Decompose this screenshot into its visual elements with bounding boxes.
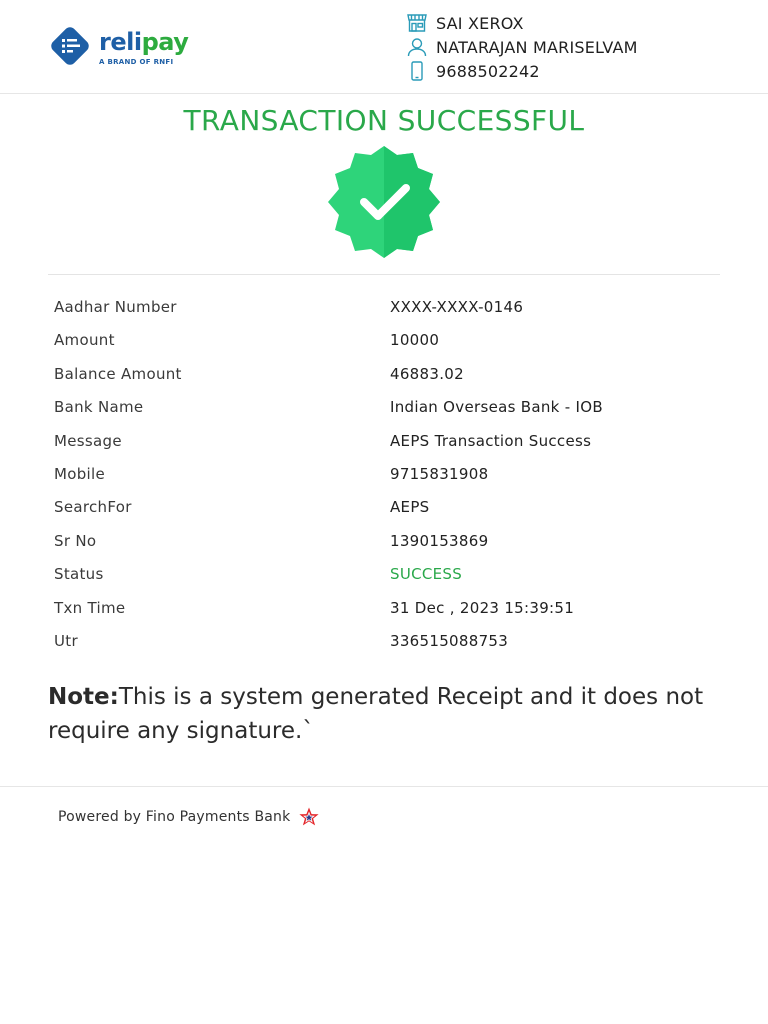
detail-value: Indian Overseas Bank - IOB	[390, 398, 603, 417]
agent-person-name: NATARAJAN MARISELVAM	[436, 37, 638, 57]
agent-info	[406, 11, 638, 83]
detail-row-utr	[54, 632, 734, 665]
brand-name: relipay	[99, 28, 189, 56]
detail-row-searchfor	[54, 498, 734, 531]
agent-person-row	[406, 35, 638, 59]
shop-name: SAI XEROX	[436, 13, 524, 33]
agent-phone: 9688502242	[436, 61, 540, 81]
fino-star-icon	[298, 806, 320, 828]
powered-by-text: Powered by Fino Payments Bank	[58, 809, 291, 825]
detail-row-bank-name	[54, 398, 734, 431]
detail-value: 46883.02	[390, 364, 464, 383]
detail-label: Balance Amount	[54, 364, 182, 383]
detail-label: Utr	[54, 631, 78, 650]
brand-tagline: A BRAND OF RNFI	[99, 58, 174, 66]
detail-label: Aadhar Number	[54, 298, 177, 316]
detail-row-sr-no	[54, 532, 734, 565]
detail-row-aadhar	[54, 298, 734, 331]
header	[0, 0, 768, 94]
mobile-icon	[406, 60, 428, 82]
detail-value: AEPS	[390, 498, 430, 517]
note-text: This is a system generated Receipt and it does not require any signature.`	[48, 684, 704, 744]
detail-label: Sr No	[54, 531, 97, 550]
detail-row-amount	[54, 331, 734, 364]
transaction-details	[54, 298, 734, 665]
detail-value: XXXX-XXXX-0146	[390, 298, 524, 316]
note-prefix: Note:	[48, 684, 119, 710]
detail-label: Amount	[54, 331, 115, 350]
detail-label: Bank Name	[54, 398, 144, 417]
detail-row-balance	[54, 365, 734, 398]
relipay-logo-icon	[48, 24, 92, 68]
shop-icon	[406, 12, 428, 34]
detail-value: 1390153869	[390, 531, 489, 550]
detail-row-txn-time	[54, 599, 734, 632]
user-icon	[406, 36, 428, 58]
page-title: TRANSACTION SUCCESSFUL	[183, 104, 585, 137]
detail-label: Mobile	[54, 464, 106, 483]
detail-row-mobile	[54, 465, 734, 498]
detail-label: Message	[54, 431, 122, 450]
detail-row-message	[54, 432, 734, 465]
agent-phone-row	[406, 59, 638, 83]
status-value: SUCCESS	[390, 565, 463, 584]
detail-label: Txn Time	[54, 598, 126, 617]
divider	[48, 274, 720, 275]
footer-divider	[0, 786, 768, 787]
detail-label: Status	[54, 565, 104, 584]
success-check-icon	[323, 146, 445, 258]
detail-value: 336515088753	[390, 631, 509, 650]
detail-row-status	[54, 565, 734, 598]
agent-shop-row	[406, 11, 638, 35]
detail-label: SearchFor	[54, 498, 132, 517]
detail-value: 31 Dec , 2023 15:39:51	[390, 598, 575, 617]
detail-value: AEPS Transaction Success	[390, 431, 592, 450]
footer	[58, 806, 320, 828]
relipay-logo	[48, 24, 198, 70]
detail-value: 10000	[390, 331, 440, 350]
receipt-note	[48, 680, 728, 748]
detail-value: 9715831908	[390, 464, 489, 483]
